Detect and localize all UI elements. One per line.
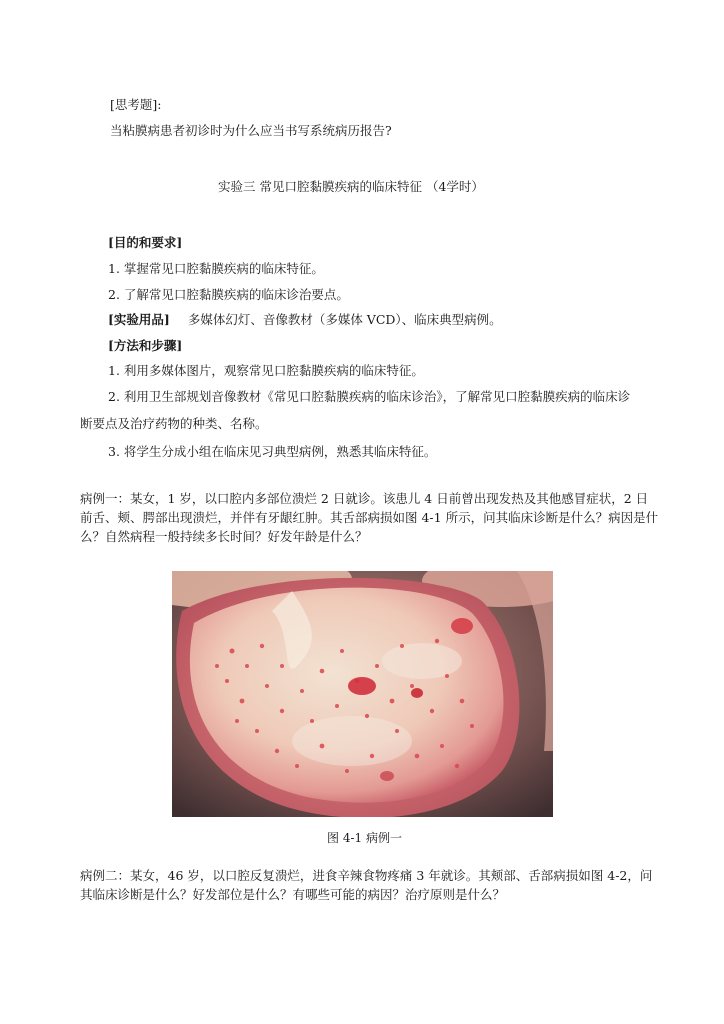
method-step-2-line-1: 2. 利用卫生部规划音像教材《常见口腔黏膜疾病的临床诊治》，了解常见口腔黏膜疾病的临床诊 xyxy=(108,389,631,404)
case1-line-3: 么？自然病程一般持续多长时间？好发年龄是什么？ xyxy=(80,529,368,544)
case2-line-1: 病例二：某女，46 岁，以口腔反复溃烂，进食辛辣食物疼痛 3 年就诊。其颊部、舌部病损如图 4-2，问 xyxy=(80,868,653,883)
purpose-heading: [目的和要求] xyxy=(108,235,183,250)
think-heading: [思考题]: xyxy=(110,97,162,112)
method-step-2-line-2: 断要点及治疗药物的种类、名称。 xyxy=(80,416,268,431)
experiment-title: 实验三 常见口腔黏膜疾病的临床特征 （4学时） xyxy=(218,179,484,194)
method-heading: [方法和步骤] xyxy=(108,338,183,353)
think-question: 当粘膜病患者初诊时为什么应当书写系统病历报告? xyxy=(110,123,392,138)
purpose-item-1: 1. 掌握常见口腔黏膜疾病的临床特征。 xyxy=(108,261,324,276)
figure-caption: 图 4-1 病例一 xyxy=(327,831,402,845)
method-step-1: 1. 利用多媒体图片，观察常见口腔黏膜疾病的临床特征。 xyxy=(108,363,424,378)
purpose-item-2: 2. 了解常见口腔黏膜疾病的临床诊治要点。 xyxy=(108,287,349,302)
materials-text: 多媒体幻灯、音像教材（多媒体 VCD）、临床典型病例。 xyxy=(187,312,502,327)
case2-line-2: 其临床诊断是什么？好发部位是什么？有哪些可能的病因？治疗原则是什么？ xyxy=(80,887,506,902)
materials-heading: [实验用品] xyxy=(108,312,170,327)
case1-line-2: 前舌、颊、腭部出现溃烂，并伴有牙龈红肿。其舌部病损如图 4-1 所示，问其临床诊断是什么？病因是什 xyxy=(80,510,659,525)
case1-line-1: 病例一：某女，1 岁，以口腔内多部位溃烂 2 日就诊。该患儿 4 日前曾出现发热及其他感冒症状，2 日 xyxy=(80,491,649,506)
materials-line xyxy=(108,312,502,328)
tongue-lesion-photo xyxy=(172,571,553,817)
method-step-3: 3. 将学生分成小组在临床见习典型病例，熟悉其临床特征。 xyxy=(108,444,437,459)
